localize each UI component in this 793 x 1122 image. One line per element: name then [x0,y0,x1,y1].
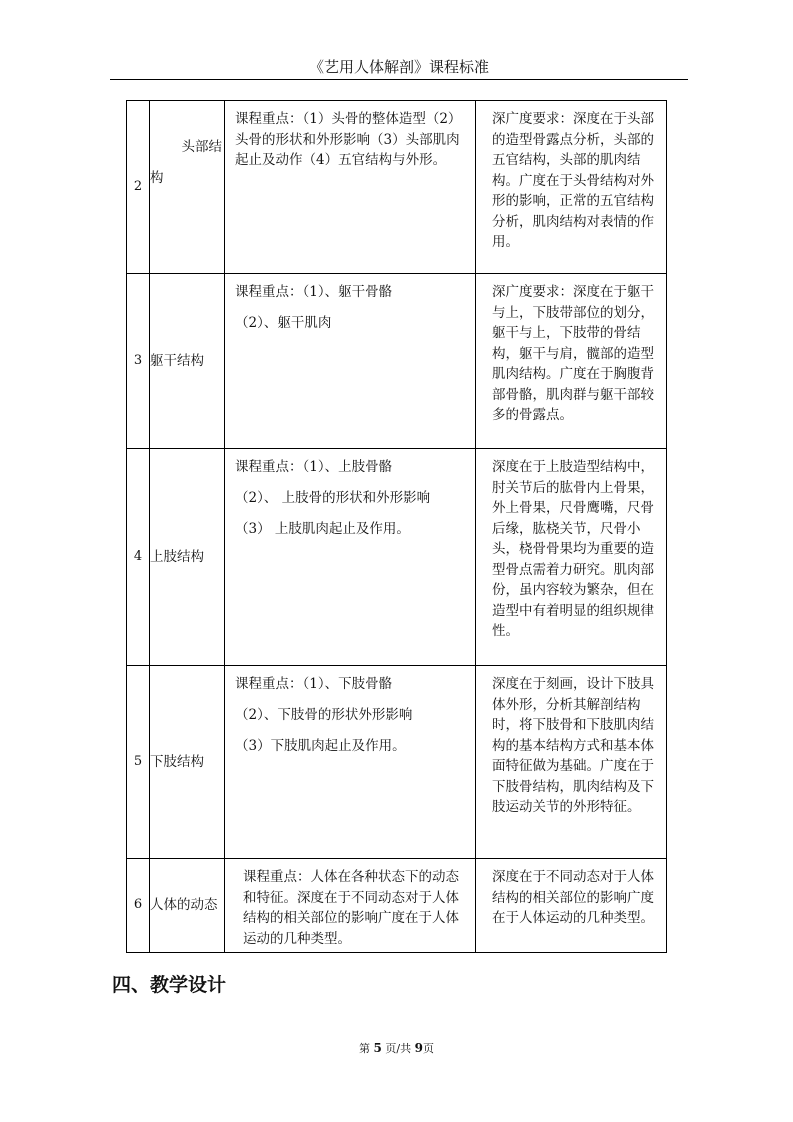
unit-name: 下肢结构 [150,666,225,859]
focus-cell [225,101,476,274]
focus-text: 课程重点：（1）、上肢骨骼 [235,459,393,475]
focus-text: 课程重点：（1）、躯干骨骼 [235,284,393,300]
row-number: 6 [127,859,150,953]
focus-text: 课程重点：人体在各种状态下的动态和特征。深度在于不同动态对于人体结构的相关部位的影响广度在于人体运动的几种类型。 [243,869,459,947]
row-number: 4 [127,449,150,666]
unit-name-cell [150,101,225,274]
requirement-text: 深广度要求：深度在于躯干与上，下肢带部位的划分，躯干与上，下肢带的骨结构，躯干与肩，髋部的造型肌肉结构。广度在于胸腹背部骨骼，肌肉群与躯干部较多的骨露点。 [492,284,654,423]
table-row [127,666,667,859]
footer-middle: 页/共 [381,1042,415,1055]
course-table [126,100,667,953]
row-number: 3 [127,274,150,449]
header-rule [110,79,688,80]
unit-name-line1: 头部结 [181,139,222,155]
table-row [127,101,667,274]
requirement-text: 深度在于刻画，设计下肢具体外形，分析其解剖结构时，将下肢骨和下肢肌肉结构的基本结构方式和基本体面特征做为基础。广度在于下肢骨结构，肌肉结构及下肢运动关节的外形特征。 [492,676,654,815]
focus-text: 课程重点：（1）、下肢骨骼 [235,676,393,692]
focus-text: （3） 上肢肌肉起止及作用。 [235,521,410,537]
requirement-cell [476,449,667,666]
requirement-cell [476,666,667,859]
row-number: 5 [127,666,150,859]
focus-cell [225,449,476,666]
footer-suffix: 页 [422,1042,434,1055]
page-footer [0,1040,793,1057]
footer-page-number: 5 [373,1041,382,1055]
unit-name-line2: 构 [150,169,164,186]
focus-text: （2）、 上肢骨的形状和外形影响 [235,490,431,506]
requirement-cell [476,859,667,953]
focus-cell [225,274,476,449]
focus-text: （3）下肢肌肉起止及作用。 [235,738,406,754]
requirement-cell [476,101,667,274]
table-row [127,274,667,449]
requirement-cell [476,274,667,449]
footer-prefix: 第 [359,1042,374,1055]
focus-text: （2）、躯干肌肉 [235,315,332,331]
unit-name: 躯干结构 [150,274,225,449]
table-row [127,859,667,953]
row-number: 2 [127,101,150,274]
focus-text: 课程重点：（1）头骨的整体造型（2）头骨的形状和外形影响（3）头部肌肉起止及动作（4）五官结构与外形。 [235,111,462,168]
focus-text: （2）、下肢骨的形状外形影响 [235,707,413,723]
unit-name: 上肢结构 [150,449,225,666]
requirement-text: 深广度要求：深度在于头部的造型骨露点分析，头部的五官结构，头部的肌肉结构。广度在于头骨结构对外形的影响，正常的五官结构分析，肌肉结构对表情的作用。 [492,111,654,250]
requirement-text: 深度在于不同动态对于人体结构的相关部位的影响广度在于人体运动的几种类型。 [492,869,654,926]
footer-total-pages: 9 [414,1041,423,1055]
table-row [127,449,667,666]
requirement-text: 深度在于上肢造型结构中，肘关节后的肱骨内上骨果，外上骨果，尺骨鹰嘴，尺骨后缘，肱桡关节，尺骨小头，桡骨骨果均为重要的造型骨点需着力研究。肌肉部份，虽内容较为繁杂，但在造型中有着明显的组织规律性。 [492,459,654,639]
focus-cell [225,859,476,953]
section-title: 四、教学设计 [112,974,227,996]
page-header: 《艺用人体解剖》课程标准 [308,58,489,76]
unit-name: 人体的动态 [150,859,225,953]
focus-cell [225,666,476,859]
